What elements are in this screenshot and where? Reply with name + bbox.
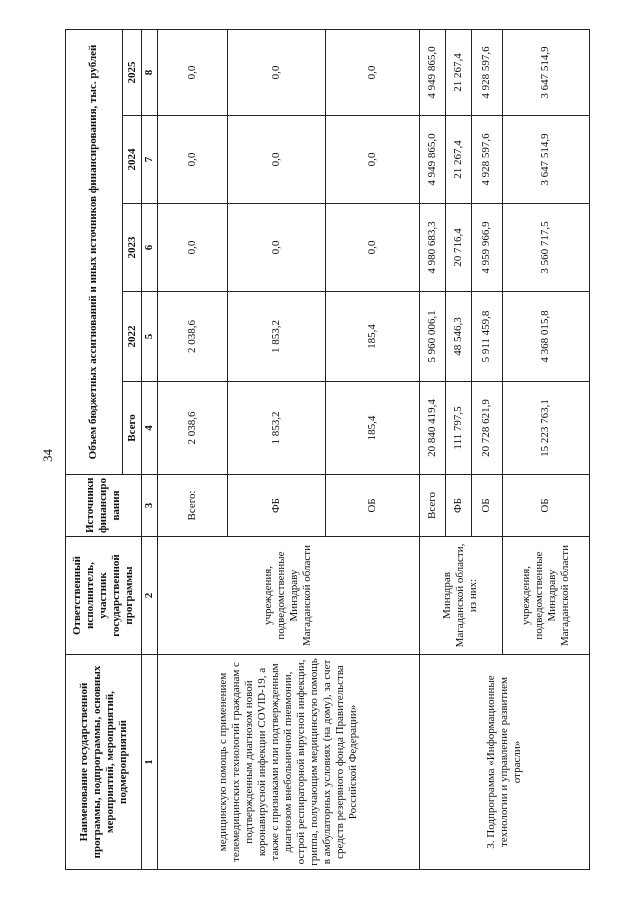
value-cell: 5 911 459,8 (472, 292, 503, 382)
value-cell: 4 928 597,6 (472, 116, 503, 204)
value-cell: 20 716,4 (445, 204, 471, 292)
value-cell: 0,0 (157, 204, 227, 292)
col-index: 4 (142, 382, 157, 475)
col-index: 7 (142, 116, 157, 204)
header-name: Наименование государственной программы, подпрограммы, основных мероприятий, мероприятий, подмероприятий (66, 655, 142, 870)
value-cell: 111 797,5 (445, 382, 471, 475)
value-cell: 4 949 865,0 (419, 29, 445, 115)
executor-cell: учреждения, подведомственные Минздраву Магаданской области (157, 537, 419, 655)
header-executor: Ответственный исполнитель, участник государственной программы (66, 537, 142, 655)
value-cell: 0,0 (325, 116, 419, 204)
program-name: медицинскую помощь с применением телемедицинских технологий гражданам с подтвержденным диагнозом новой коронавирусной инфекции COVID-19, а также с признаками или подтвержденным диагнозом внебольничной пневмонии, острой респираторной вирусной инфекции, гриппа, получающим медицинскую помощь в амбулаторных условиях (на дому), за счет средств резервного фонда Правительства Российской Федерации» (157, 655, 419, 870)
value-cell: 4 368 015,8 (502, 292, 589, 382)
value-cell: 2 038,6 (157, 292, 227, 382)
value-cell: 20 840 419,4 (419, 382, 445, 475)
funding-table (65, 29, 590, 870)
value-cell: 4 980 683,3 (419, 204, 445, 292)
col-index: 5 (142, 292, 157, 382)
value-cell: 185,4 (325, 382, 419, 475)
value-cell: 4 928 597,6 (472, 29, 503, 115)
executor-cell: Минздрав Магаданской области, из них: (419, 537, 502, 655)
rotated-table-wrapper (65, 30, 590, 870)
value-cell: 4 949 865,0 (419, 116, 445, 204)
value-cell: 3 647 514,9 (502, 29, 589, 115)
col-index: 1 (142, 655, 157, 870)
header-2024: 2024 (122, 116, 142, 204)
value-cell: 0,0 (157, 29, 227, 115)
source-cell: Всего: (157, 475, 227, 537)
source-cell: ОБ (472, 475, 503, 537)
value-cell: 1 853,2 (227, 292, 325, 382)
value-cell: 0,0 (227, 204, 325, 292)
value-cell: 0,0 (157, 116, 227, 204)
value-cell: 0,0 (227, 29, 325, 115)
value-cell: 1 853,2 (227, 382, 325, 475)
value-cell: 185,4 (325, 292, 419, 382)
value-cell: 21 267,4 (445, 116, 471, 204)
col-index: 3 (142, 475, 157, 537)
value-cell: 3 560 717,5 (502, 204, 589, 292)
value-cell: 20 728 621,9 (472, 382, 503, 475)
value-cell: 2 038,6 (157, 382, 227, 475)
value-cell: 0,0 (325, 204, 419, 292)
col-index: 2 (142, 537, 157, 655)
page-number: 34 (40, 449, 55, 462)
source-cell: ОБ (325, 475, 419, 537)
col-index: 6 (142, 204, 157, 292)
value-cell: 5 960 006,1 (419, 292, 445, 382)
source-cell: ФБ (445, 475, 471, 537)
value-cell: 48 546,3 (445, 292, 471, 382)
source-cell: Всего (419, 475, 445, 537)
source-cell: ФБ (227, 475, 325, 537)
header-funding: Объем бюджетных ассигнований и иных источников финансирования, тыс. рублей (66, 29, 123, 474)
value-cell: 21 267,4 (445, 29, 471, 115)
subprogram-name: 3. Подпрограмма «Информационные технологии и управление развитием отрасли» (419, 655, 589, 870)
value-cell: 4 959 966,9 (472, 204, 503, 292)
value-cell: 0,0 (325, 29, 419, 115)
col-index: 8 (142, 29, 157, 115)
header-2022: 2022 (122, 292, 142, 382)
executor-cell: учреждения, подведомственные Минздраву Магаданской области (502, 537, 589, 655)
header-total: Всего (122, 382, 142, 475)
value-cell: 3 647 514,9 (502, 116, 589, 204)
header-2023: 2023 (122, 204, 142, 292)
value-cell: 15 223 763,1 (502, 382, 589, 475)
header-source: Источники финансиро вания (66, 475, 142, 537)
header-2025: 2025 (122, 29, 142, 115)
value-cell: 0,0 (227, 116, 325, 204)
source-cell: ОБ (502, 475, 589, 537)
